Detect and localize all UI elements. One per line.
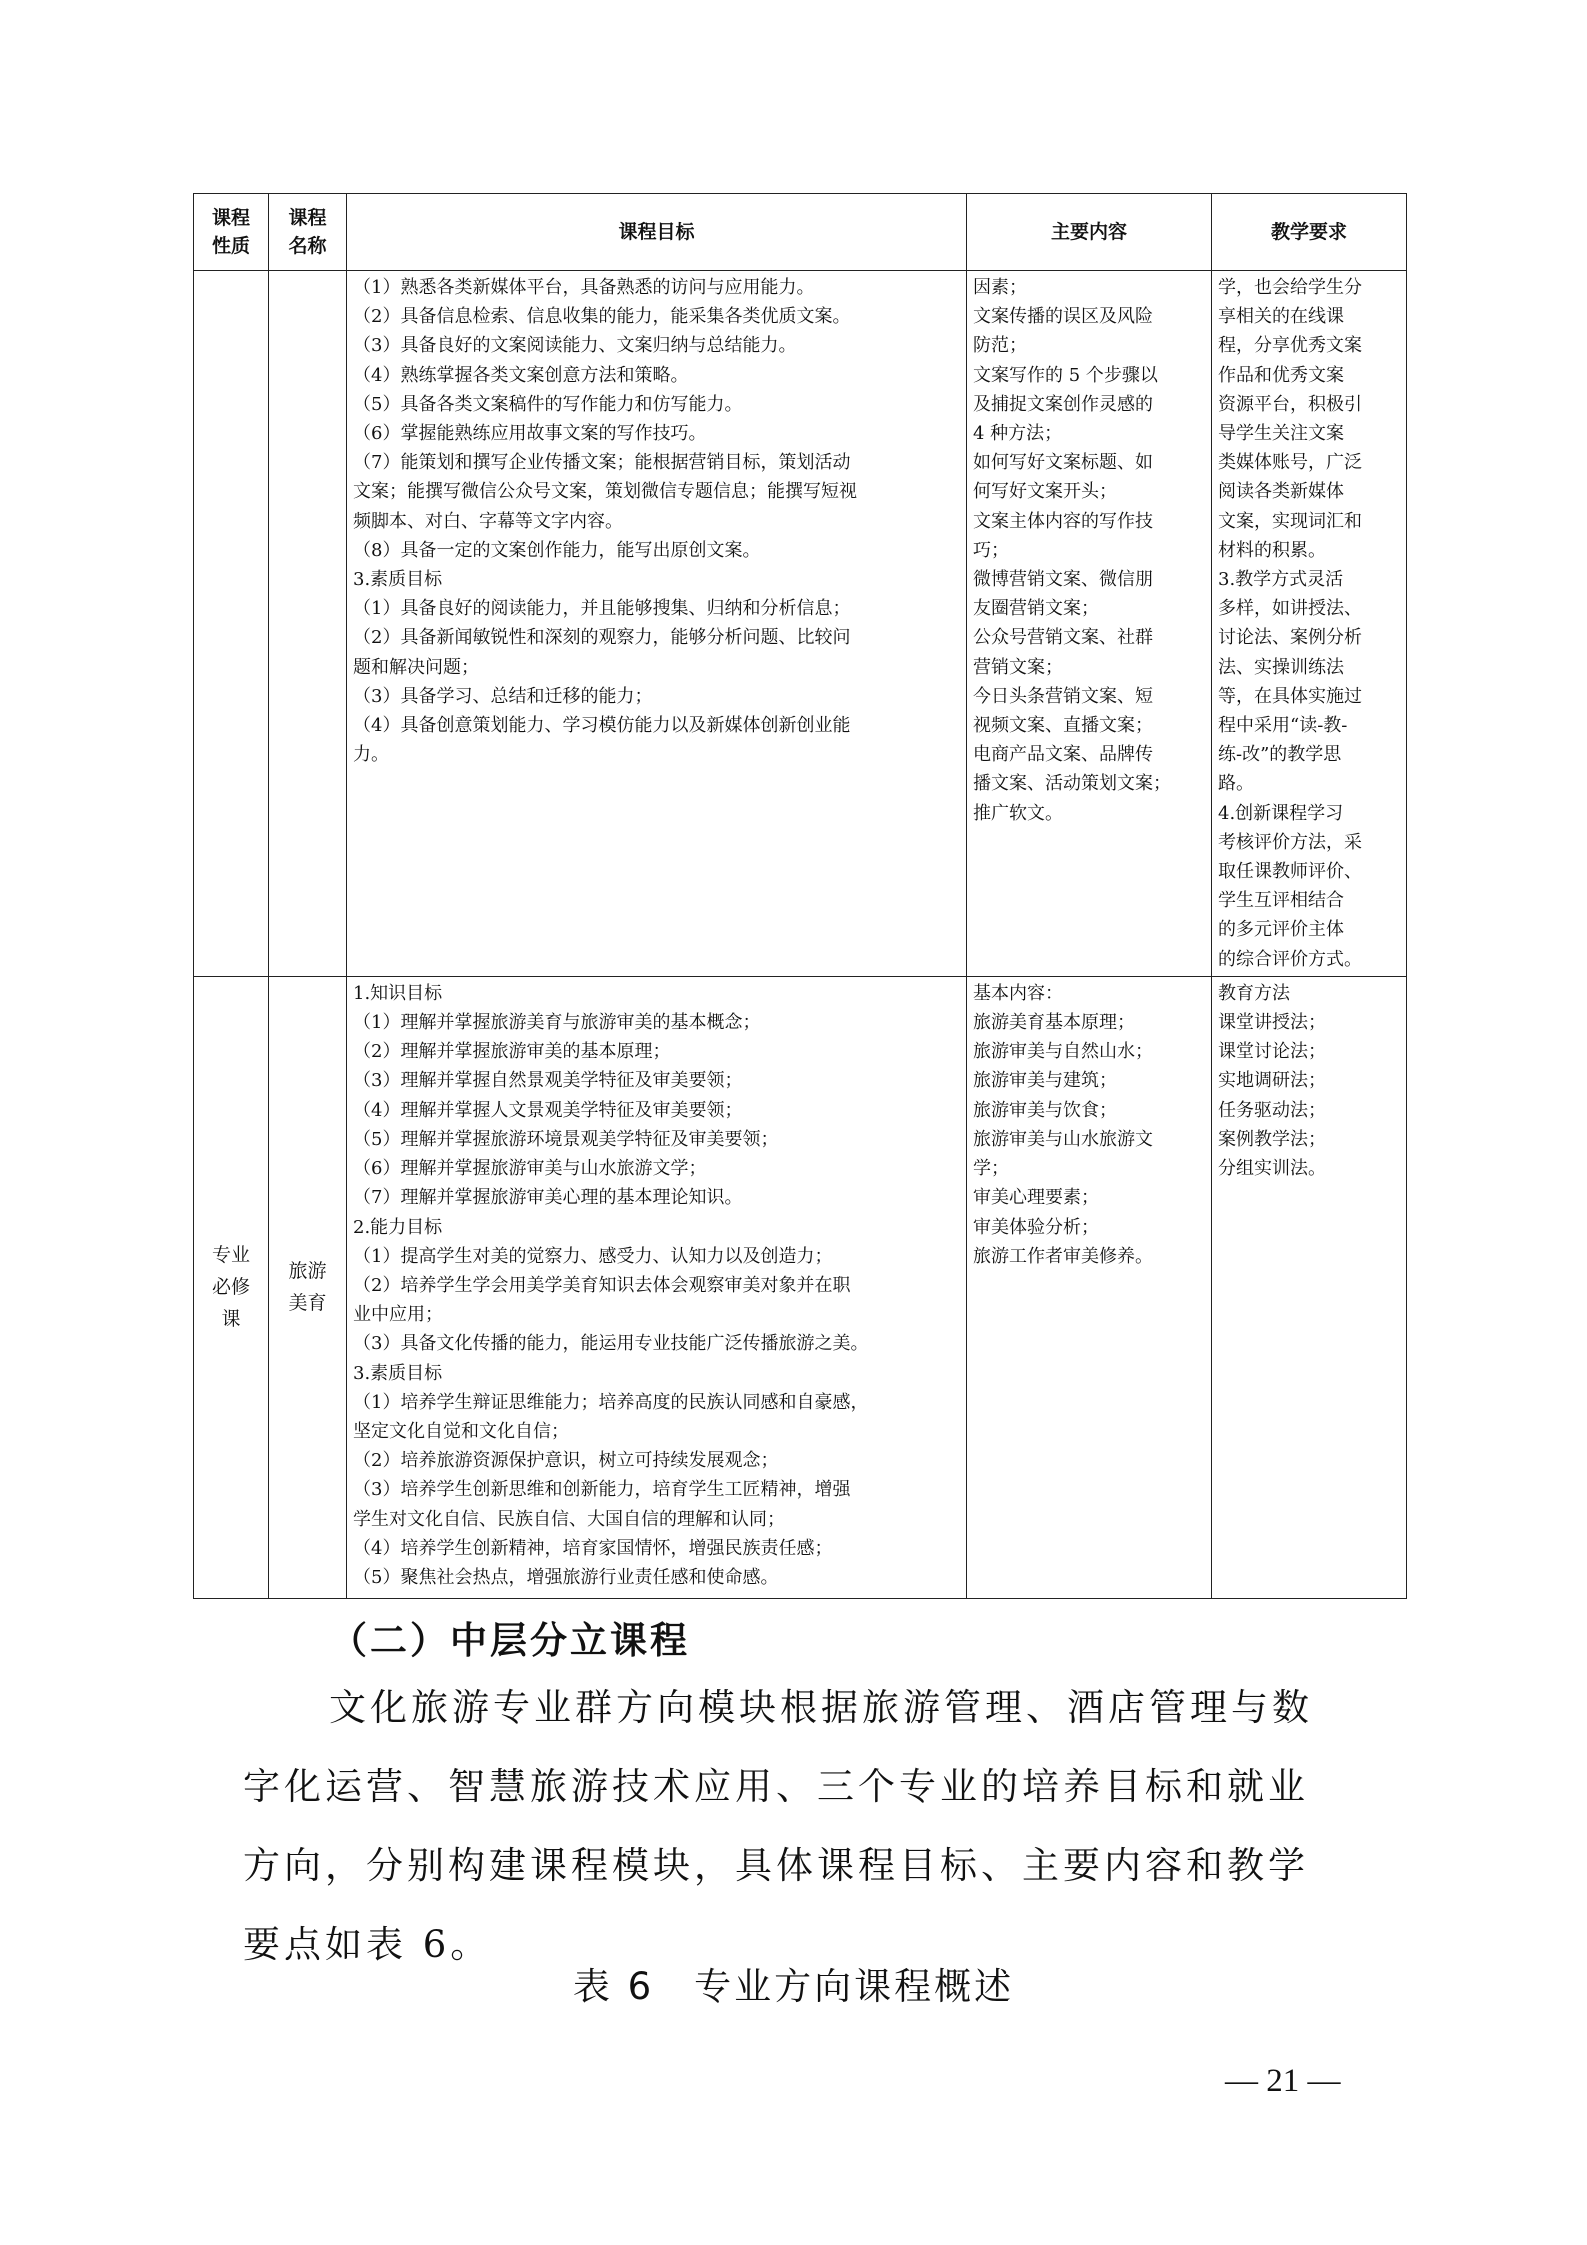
cell-text-line: 旅游工作者审美修养。: [973, 1245, 1153, 1267]
header-course-goals: 课程目标: [347, 194, 967, 271]
course-nature-cell: [194, 271, 269, 977]
cell-text-line: 必修: [211, 1276, 250, 1299]
course-goals-cell: [347, 976, 967, 1598]
cell-text-line: 力。: [353, 744, 389, 766]
cell-text-line: 课: [221, 1308, 241, 1331]
table-row: [194, 271, 1407, 977]
cell-text-line: 2.能力目标: [353, 1216, 443, 1238]
cell-text-line: 3.教学方式灵活: [1218, 569, 1344, 591]
cell-text-line: 旅游审美与山水旅游文: [973, 1128, 1153, 1150]
cell-text-line: 营销文案；: [973, 656, 1063, 678]
cell-text-line: 频脚本、对白、字幕等文字内容。: [353, 510, 623, 532]
cell-text-line: （8）具备一定的文案创作能力，能写出原创文案。: [353, 539, 761, 561]
cell-text-line: （1）具备良好的阅读能力，并且能够搜集、归纳和分析信息；: [353, 598, 851, 620]
cell-text-line: （7）理解并掌握旅游审美心理的基本理论知识。: [353, 1187, 743, 1209]
header-teaching-requirements: 教学要求: [1212, 194, 1407, 271]
cell-text-line: 旅游: [288, 1260, 327, 1283]
cell-text-line: （5）聚焦社会热点，增强旅游行业责任感和使命感。: [353, 1566, 779, 1588]
cell-text-line: （4）具备创意策划能力、学习模仿能力以及新媒体创新创业能: [353, 715, 851, 737]
cell-text-line: 3.素质目标: [353, 1362, 443, 1384]
cell-text-line: （4）熟练掌握各类文案创意方法和策略。: [353, 364, 689, 386]
main-content-cell: [967, 271, 1212, 977]
cell-text-line: 1.知识目标: [353, 982, 443, 1004]
cell-text-line: （6）掌握能熟练应用故事文案的写作技巧。: [353, 423, 707, 445]
cell-text-line: 文案传播的误区及风险: [973, 306, 1153, 328]
cell-text-line: 旅游审美与自然山水；: [973, 1041, 1153, 1063]
cell-text-line: 友圈营销文案；: [973, 598, 1099, 620]
cell-text-line: 旅游美育基本原理；: [973, 1012, 1135, 1034]
cell-text-line: （5）理解并掌握旅游环境景观美学特征及审美要领；: [353, 1128, 779, 1150]
cell-text-line: 资源平台，积极引: [1218, 393, 1362, 415]
cell-text-line: 文案，实现词汇和: [1218, 510, 1362, 532]
cell-text-line: （3）具备文化传播的能力，能运用专业技能广泛传播旅游之美。: [353, 1333, 869, 1355]
cell-text-line: 旅游审美与饮食；: [973, 1099, 1117, 1121]
cell-text-line: 视频文案、直播文案；: [973, 715, 1153, 737]
cell-text-line: 微博营销文案、微信朋: [973, 569, 1153, 591]
cell-text-line: 题和解决问题；: [353, 656, 479, 678]
teaching-requirements-cell: [1212, 271, 1407, 977]
cell-text-line: 材料的积累。: [1218, 539, 1326, 561]
cell-text-line: 多样，如讲授法、: [1218, 598, 1362, 620]
cell-text-line: 课堂讨论法；: [1218, 1041, 1326, 1063]
page-number: — 21 —: [1225, 2063, 1341, 2099]
cell-text-line: 电商产品文案、品牌传: [973, 744, 1153, 766]
cell-text-line: 等，在具体实施过: [1218, 685, 1362, 707]
cell-text-line: 及捕捉文案创作灵感的: [973, 393, 1153, 415]
cell-text-line: 防范；: [973, 335, 1027, 357]
cell-text-line: （2）理解并掌握旅游审美的基本原理；: [353, 1041, 671, 1063]
course-name-cell: [269, 976, 347, 1598]
cell-text-line: 美育: [288, 1292, 327, 1315]
cell-text-line: 类媒体账号，广泛: [1218, 452, 1362, 474]
cell-text-line: 考核评价方法，采: [1218, 831, 1362, 853]
cell-text-line: 路。: [1218, 773, 1254, 795]
cell-text-line: （3）理解并掌握自然景观美学特征及审美要领；: [353, 1070, 743, 1092]
cell-text-line: 分组实训法。: [1218, 1158, 1326, 1180]
cell-text-line: （5）具备各类文案稿件的写作能力和仿写能力。: [353, 393, 743, 415]
cell-text-line: 文案主体内容的写作技: [973, 510, 1153, 532]
cell-text-line: （3）具备良好的文案阅读能力、文案归纳与总结能力。: [353, 335, 797, 357]
paragraph-line: 字化运营、智慧旅游技术应用、三个专业的培养目标和就业: [243, 1765, 1309, 1808]
cell-text-line: 课堂讲授法；: [1218, 1012, 1326, 1034]
course-table: [193, 193, 1407, 1599]
cell-text-line: 专业: [211, 1244, 250, 1267]
teaching-requirements-cell: [1212, 976, 1407, 1598]
cell-text-line: 审美心理要素；: [973, 1187, 1099, 1209]
cell-text-line: 巧；: [973, 539, 1009, 561]
cell-text-line: 程中采用“读-教-: [1218, 715, 1348, 737]
cell-text-line: 何写好文案开头；: [973, 481, 1117, 503]
cell-text-line: 播文案、活动策划文案；: [973, 773, 1171, 795]
paragraph-line: 要点如表 6。: [243, 1923, 492, 1966]
cell-text-line: 任务驱动法；: [1218, 1099, 1326, 1121]
cell-text-line: 基本内容：: [973, 982, 1063, 1004]
cell-text-line: 练-改”的教学思: [1218, 744, 1342, 766]
cell-text-line: 程，分享优秀文案: [1218, 335, 1362, 357]
cell-text-line: （1）培养学生辩证思维能力；培养高度的民族认同感和自豪感，: [353, 1391, 869, 1413]
body-paragraph: [243, 1668, 1363, 1984]
paragraph-line: 方向，分别构建课程模块，具体课程目标、主要内容和教学: [243, 1844, 1309, 1887]
cell-text-line: 推广软文。: [973, 802, 1063, 824]
cell-text-line: （2）培养旅游资源保护意识，树立可持续发展观念；: [353, 1450, 779, 1472]
cell-text-line: 4.创新课程学习: [1218, 802, 1344, 824]
cell-text-line: （4）培养学生创新精神，培育家国情怀，增强民族责任感；: [353, 1537, 833, 1559]
cell-text-line: （2）培养学生学会用美学美育知识去体会观察审美对象并在职: [353, 1274, 851, 1296]
cell-text-line: 业中应用；: [353, 1304, 443, 1326]
cell-text-line: 今日头条营销文案、短: [973, 685, 1153, 707]
table-header-row: [194, 194, 1407, 271]
cell-text-line: （2）具备信息检索、信息收集的能力，能采集各类优质文案。: [353, 306, 851, 328]
cell-text-line: 因素；: [973, 277, 1027, 298]
cell-text-line: 案例教学法；: [1218, 1128, 1326, 1150]
cell-text-line: 4 种方法；: [973, 423, 1063, 445]
cell-text-line: 旅游审美与建筑；: [973, 1070, 1117, 1092]
cell-text-line: 审美体验分析；: [973, 1216, 1099, 1238]
cell-text-line: 实地调研法；: [1218, 1070, 1326, 1092]
cell-text-line: 作品和优秀文案: [1218, 364, 1344, 386]
cell-text-line: （1）理解并掌握旅游美育与旅游审美的基本概念；: [353, 1012, 761, 1034]
cell-text-line: （4）理解并掌握人文景观美学特征及审美要领；: [353, 1099, 743, 1121]
paragraph-line: 文化旅游专业群方向模块根据旅游管理、酒店管理与数: [329, 1686, 1313, 1729]
cell-text-line: （7）能策划和撰写企业传播文案；能根据营销目标，策划活动: [353, 452, 851, 474]
cell-text-line: （2）具备新闻敏锐性和深刻的观察力，能够分析问题、比较问: [353, 627, 851, 649]
cell-text-line: 公众号营销文案、社群: [973, 627, 1153, 649]
cell-text-line: 文案；能撰写微信公众号文案，策划微信专题信息；能撰写短视: [353, 481, 857, 503]
cell-text-line: （3）具备学习、总结和迁移的能力；: [353, 685, 653, 707]
cell-text-line: （1）熟悉各类新媒体平台，具备熟悉的访问与应用能力。: [353, 277, 815, 298]
header-course-name: 课程 名称: [269, 194, 347, 271]
main-content-cell: [967, 976, 1212, 1598]
cell-text-line: 学，也会给学生分: [1218, 277, 1362, 298]
cell-text-line: 如何写好文案标题、如: [973, 452, 1153, 474]
cell-text-line: 教育方法: [1218, 982, 1290, 1004]
cell-text-line: （6）理解并掌握旅游审美与山水旅游文学；: [353, 1158, 707, 1180]
table-caption: 表 6 专业方向课程概述: [572, 1965, 1015, 2008]
cell-text-line: 阅读各类新媒体: [1218, 481, 1344, 503]
cell-text-line: 坚定文化自觉和文化自信；: [353, 1420, 569, 1442]
table-row: [194, 976, 1407, 1598]
cell-text-line: 的多元评价主体: [1218, 919, 1344, 941]
cell-text-line: 文案写作的 5 个步骤以: [973, 364, 1158, 386]
cell-text-line: 学；: [973, 1158, 1009, 1180]
cell-text-line: 法、实操训练法: [1218, 656, 1344, 678]
cell-text-line: （1）提高学生对美的觉察力、感受力、认知力以及创造力；: [353, 1245, 833, 1267]
cell-text-line: 的综合评价方式。: [1218, 948, 1362, 970]
cell-text-line: 学生互评相结合: [1218, 890, 1344, 912]
cell-text-line: 取任课教师评价、: [1218, 861, 1362, 883]
cell-text-line: 导学生关注文案: [1218, 423, 1344, 445]
course-nature-cell: [194, 976, 269, 1598]
cell-text-line: 享相关的在线课: [1218, 306, 1344, 328]
header-course-nature: 课程 性质: [194, 194, 269, 271]
course-goals-cell: [347, 271, 967, 977]
cell-text-line: 3.素质目标: [353, 569, 443, 591]
cell-text-line: 讨论法、案例分析: [1218, 627, 1362, 649]
cell-text-line: （3）培养学生创新思维和创新能力，培育学生工匠精神，增强: [353, 1479, 851, 1501]
cell-text-line: 学生对文化自信、民族自信、大国自信的理解和认同；: [353, 1508, 785, 1530]
section-heading: （二）中层分立课程: [330, 1619, 690, 1662]
header-main-content: 主要内容: [967, 194, 1212, 271]
course-name-cell: [269, 271, 347, 977]
